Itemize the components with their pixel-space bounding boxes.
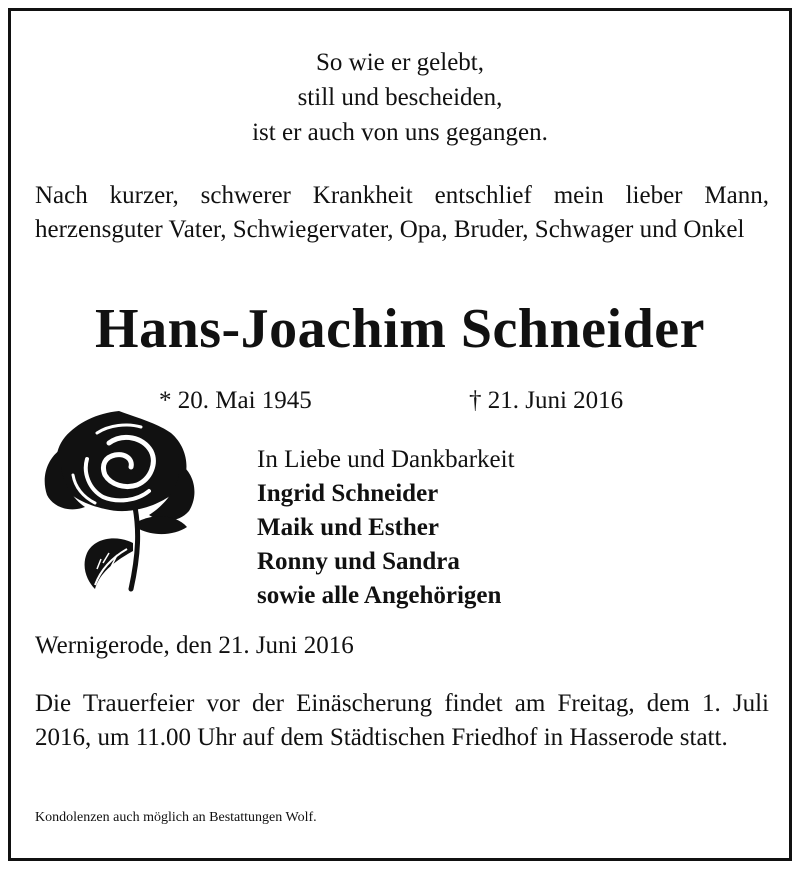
- deceased-name: Hans-Joachim Schneider: [95, 298, 705, 360]
- poem-line-1: So wie er gelebt,: [315, 49, 484, 76]
- poem: [11, 45, 789, 150]
- birth-date: * 20. Mai 1945: [159, 387, 312, 414]
- rose-icon: [39, 403, 199, 593]
- poem-line-3: ist er auch von uns gegangen.: [252, 119, 548, 146]
- poem-line-2: still und bescheiden,: [297, 84, 503, 111]
- death-date: † 21. Juni 2016: [469, 387, 624, 414]
- mourners-block: [257, 443, 515, 613]
- mourner-name: Maik und Esther: [257, 514, 439, 541]
- obituary-frame: [8, 8, 792, 861]
- mourner-name: Ronny und Sandra: [257, 548, 460, 575]
- mourners-heading: In Liebe und Dankbarkeit: [257, 446, 515, 473]
- mourner-name: sowie alle Angehörigen: [257, 582, 502, 609]
- obituary-content: [11, 11, 789, 858]
- funeral-notice: Die Trauerfeier vor der Einäscherung findet am Freitag, dem 1. Juli 2016, um 11.00 Uhr auf dem Städtischen Friedhof in Hasserode statt.: [35, 690, 769, 751]
- mourner-name: Ingrid Schneider: [257, 480, 439, 507]
- place-date: Wernigerode, den 21. Juni 2016: [35, 632, 354, 659]
- condolence-note: Kondolenzen auch möglich an Bestattungen Wolf.: [35, 810, 317, 825]
- intro-text: Nach kurzer, schwerer Krankheit entschlief mein lieber Mann, herzensguter Vater, Schwiegervater, Opa, Bruder, Schwager und Onkel: [35, 182, 769, 243]
